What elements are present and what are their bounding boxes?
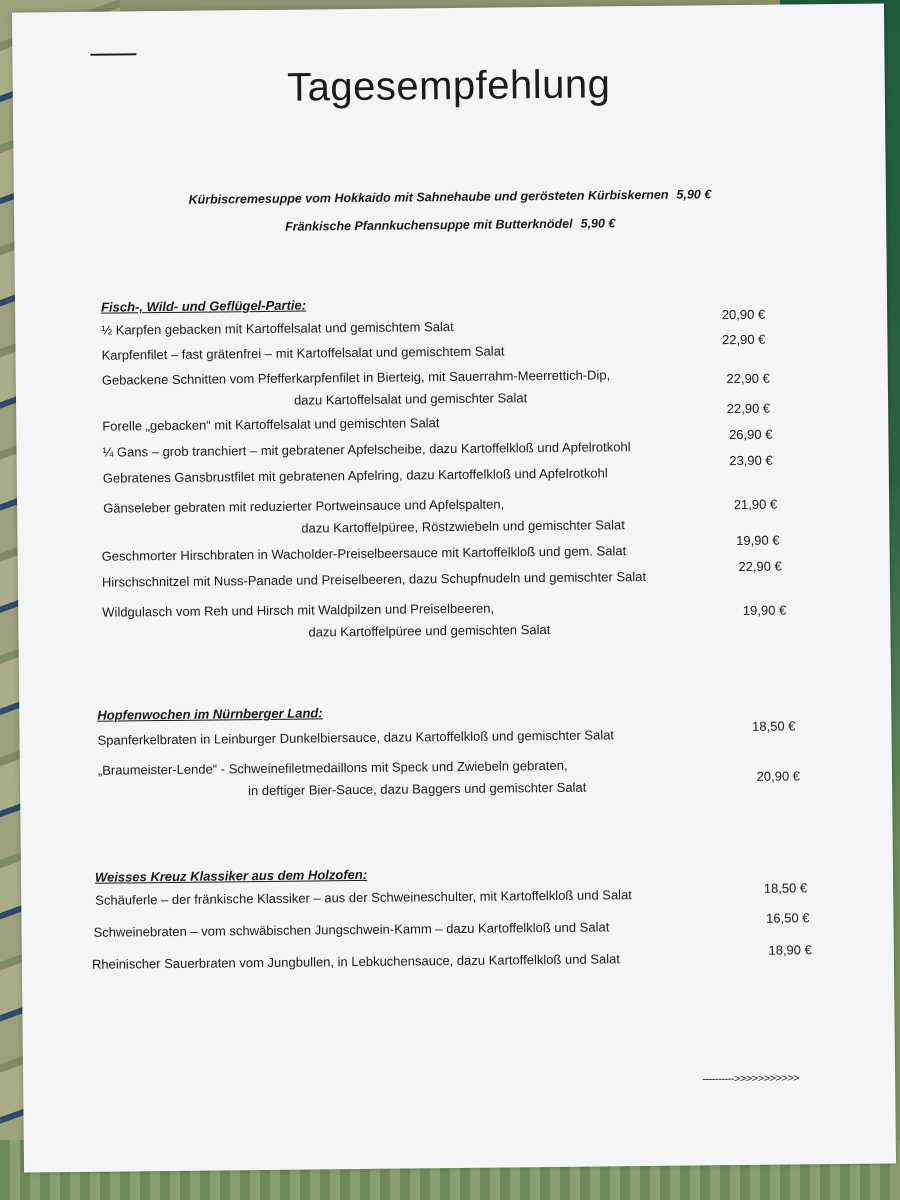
menu-item <box>19 718 891 748</box>
page-title: Tagesempfehlung <box>286 62 611 110</box>
item-desc <box>102 436 630 464</box>
menu-item <box>18 593 890 640</box>
item-price: 18,50 € <box>752 718 796 734</box>
item-price: 22,90 € <box>721 331 766 348</box>
section-title-hopfenwochen: Hopfenwochen im Nürnberger Land: <box>97 705 323 723</box>
item-price: 18,90 € <box>768 942 812 958</box>
item-line1: „Braumeister-Lende“ - Schweinefiletmedaillons mit Speck und Zwiebeln gebraten, <box>97 757 568 778</box>
item-desc <box>102 364 611 413</box>
item-line2: dazu Kartoffelsalat und gemischter Salat <box>293 390 528 408</box>
soup-name: Kürbiscremesuppe vom Hokkaido mit Sahnehaube und gerösteten Kürbiskernen <box>188 187 669 207</box>
item-desc <box>98 755 587 804</box>
item-desc <box>102 597 550 646</box>
item-desc <box>102 412 439 438</box>
item-line1: Gebratenes Gansbrustfilet mit gebratenen Apfelring, dazu Kartoffelkloß und Apfelrotkohl <box>102 465 608 486</box>
item-desc <box>103 462 608 489</box>
item-desc <box>93 916 609 943</box>
soup-name: Fränkische Pfannkuchensuppe mit Butterknödel <box>284 216 573 234</box>
item-price: 16,50 € <box>766 910 810 926</box>
item-price: 19,90 € <box>742 602 787 618</box>
item-price: 18,50 € <box>763 880 808 896</box>
item-desc <box>103 492 625 541</box>
item-line2: in deftiger Bier-Sauce, dazu Baggers und gemischter Salat <box>248 779 587 799</box>
item-line2: dazu Kartoffelpüree und gemischten Salat <box>308 621 551 640</box>
item-desc <box>101 316 454 342</box>
item-price: 23,90 € <box>729 452 773 469</box>
item-line1: Gänseleber gebraten mit reduzierter Portweinsauce und Apfelspalten, <box>103 496 505 516</box>
item-line1: Forelle „gebacken“ mit Kartoffelsalat und gemischten Salat <box>102 415 440 434</box>
item-line1: Karpfenfilet – fast grätenfrei – mit Kartoffelsalat und gemischtem Salat <box>101 343 505 363</box>
item-desc <box>97 724 614 751</box>
item-desc <box>92 948 620 976</box>
item-price: 22,90 € <box>726 400 771 417</box>
item-price: 22,90 € <box>726 370 770 387</box>
item-line1: Hirschschnitzel mit Nuss-Panade und Preiselbeeren, dazu Schupfnudeln und gemischter Salat <box>101 568 647 590</box>
item-desc <box>102 566 646 594</box>
menu-item <box>20 751 892 799</box>
item-desc <box>95 884 632 912</box>
menu-item <box>22 942 894 972</box>
menu-sheet <box>12 3 896 1172</box>
soup-price: 5,90 € <box>676 187 712 202</box>
corner-dash <box>90 53 136 55</box>
menu-item <box>17 489 889 536</box>
soup-item <box>14 213 886 236</box>
item-price: 26,90 € <box>728 426 773 443</box>
section-title-holzofen: Weisses Kreuz Klassiker aus dem Holzofen: <box>94 866 368 885</box>
item-line1: Gebackene Schnitten vom Pfefferkarpfenfilet in Bierteig, mit Sauerrahm-Meerrettich-Dip, <box>101 367 611 388</box>
item-line1: Geschmorter Hirschbraten in Wacholder-Preiselbeersauce mit Kartoffelkloß und gem. Salat <box>101 543 627 564</box>
item-desc <box>102 540 627 567</box>
item-line1: ¼ Gans – grob tranchiert – mit gebratener Apfelscheibe, dazu Kartoffelkloß und Apfelrotkohl <box>102 439 631 460</box>
item-price: 21,90 € <box>733 496 778 513</box>
item-price: 19,90 € <box>736 532 780 549</box>
item-price: 20,90 € <box>721 306 766 323</box>
item-price: 20,90 € <box>756 768 801 784</box>
item-line1: Schweinebraten – vom schwäbischen Jungschwein-Kamm – dazu Kartoffelkloß und Salat <box>93 919 610 940</box>
item-line1: Schäuferle – der fränkische Klassiker – aus der Schweineschulter, mit Kartoffelkloß und Salat <box>95 887 632 908</box>
item-price: 22,90 € <box>738 558 782 575</box>
item-line2: dazu Kartoffelpüree, Röstzwiebeln und gemischter Salat <box>301 517 625 536</box>
item-line1: Spanferkelbraten in Leinburger Dunkelbiersauce, dazu Kartoffelkloß und gemischter Salat <box>97 727 615 748</box>
item-desc <box>101 340 504 366</box>
soup-item <box>14 185 886 208</box>
menu-item <box>21 910 893 940</box>
next-page-arrow: ---------->>>>>>>>>>> <box>702 1072 800 1086</box>
item-line1: Rheinischer Sauerbraten vom Jungbullen, in Lebkuchensauce, dazu Kartoffelkloß und Salat <box>91 951 621 972</box>
soup-price: 5,90 € <box>580 216 616 231</box>
item-line1: Wildgulasch vom Reh und Hirsch mit Waldpilzen und Preiselbeeren, <box>102 600 495 620</box>
section-title-fisch-wild: Fisch-, Wild- und Geflügel-Partie: <box>100 297 307 315</box>
item-line1: ½ Karpfen gebacken mit Kartoffelsalat und gemischtem Salat <box>101 318 454 338</box>
